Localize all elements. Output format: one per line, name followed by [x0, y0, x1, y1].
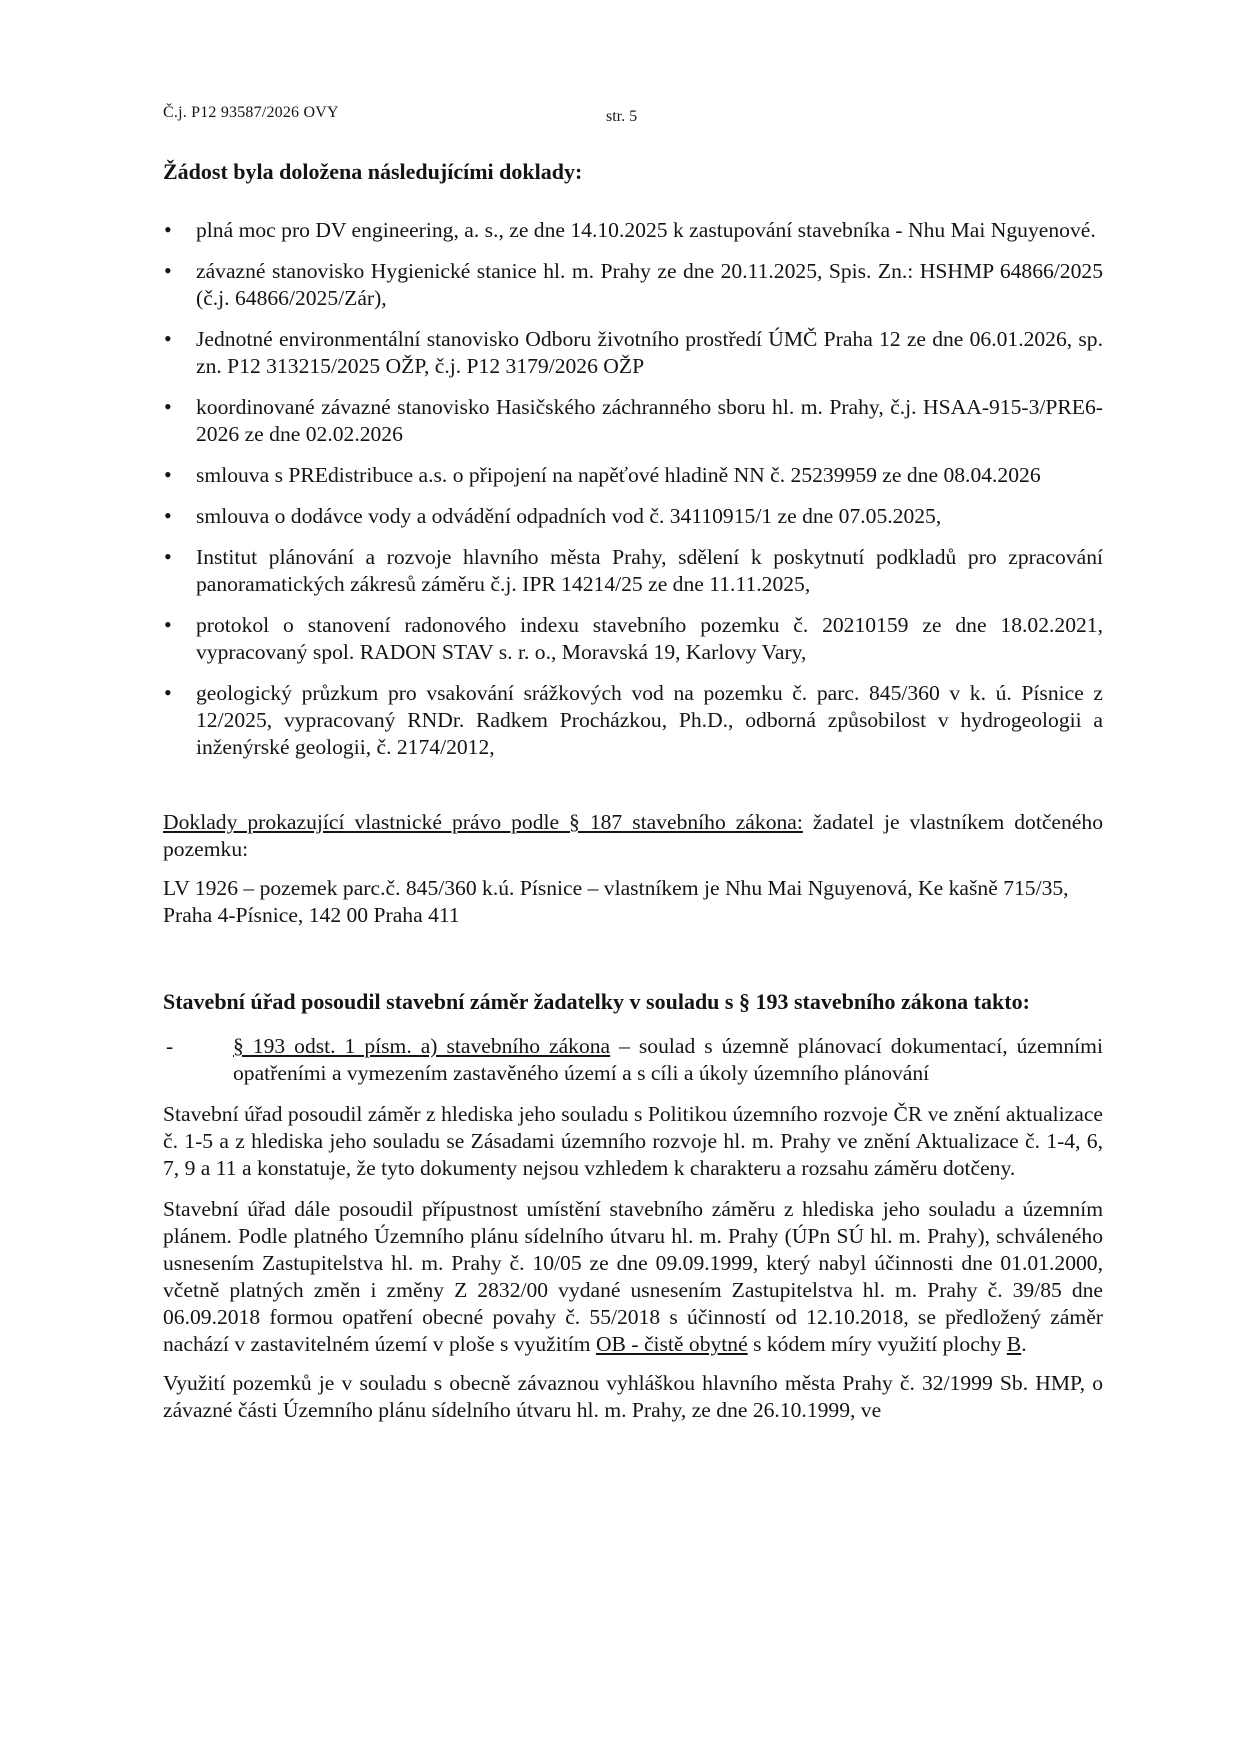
section-heading-documents: Žádost byla doložena následujícími doklady:	[163, 159, 583, 184]
list-item-text: koordinované závazné stanovisko Hasičského záchranného sboru hl. m. Prahy, č.j. HSAA-915-3/PRE6-2026 ze dne 02.02.2026	[196, 395, 1103, 446]
assessment-dash-item	[163, 1033, 1103, 1087]
paragraph-policy: Stavební úřad posoudil záměr z hlediska jeho souladu s Politikou územního rozvoje ČR ve znění aktualizace č. 1-5 a z hlediska jeho souladu se Zásadami územního rozvoje hl. m. Prahy ve znění Aktualizace č. 1-4, 6, 7, 9 a 11 a konstatuje, že tyto dokumenty nejsou vzhledem k charakteru a rozsahu záměru dotčeny.	[163, 1102, 1103, 1180]
law-reference: § 193 odst. 1 písm. a) stavebního zákona	[233, 1034, 611, 1058]
list-item	[163, 503, 1103, 530]
list-item-text: plná moc pro DV engineering, a. s., ze dne 14.10.2025 k zastupování stavebníka - Nhu Mai Nguyenové.	[196, 218, 1096, 242]
ownership-text: žadatel je vlastníkem dotčeného pozemku:	[163, 810, 1103, 861]
bullet-icon: •	[164, 680, 172, 705]
zoning-text-2: s kódem míry využití plochy	[747, 1332, 1007, 1356]
bullet-icon: •	[164, 394, 172, 419]
bullet-icon: •	[164, 217, 172, 242]
list-item	[163, 217, 1103, 244]
paragraph-land-use: Využití pozemků je v souladu s obecně závaznou vyhláškou hlavního města Prahy č. 32/1999 Sb. HMP, o závazné části Územního plánu sídelního útvaru hl. m. Prahy, ze dne 26.10.1999, ve	[163, 1371, 1103, 1422]
bullet-icon: •	[164, 612, 172, 637]
paragraph-zoning	[163, 1196, 1103, 1358]
list-item	[163, 326, 1103, 380]
list-item	[163, 612, 1103, 666]
bullet-icon: •	[164, 544, 172, 569]
bullet-icon: •	[164, 503, 172, 528]
zoning-text-end: .	[1021, 1332, 1027, 1356]
page-number: str. 5	[606, 108, 638, 125]
list-item	[163, 544, 1103, 598]
ownership-heading: Doklady prokazující vlastnické právo podle § 187 stavebního zákona:	[163, 810, 803, 834]
dash-item-text: – soulad s územně plánovací dokumentací, územními opatřeními a vymezením zastavěného území a s cíli a úkoly územního plánování	[233, 1034, 1103, 1085]
zoning-category: OB - čistě obytné	[595, 1332, 748, 1356]
zoning-code: B	[1006, 1332, 1022, 1356]
bullet-icon: •	[164, 462, 172, 487]
list-item-text: smlouva o dodávce vody a odvádění odpadních vod č. 34110915/1 ze dne 07.05.2025,	[196, 504, 942, 528]
list-item	[163, 462, 1103, 489]
list-item	[163, 258, 1103, 312]
dash-icon: -	[166, 1034, 174, 1058]
ownership-paragraph	[163, 809, 1103, 863]
zoning-text: Stavební úřad dále posoudil přípustnost umístění stavebního záměru z hlediska jeho souladu a územním plánem. Podle platného Územního plánu sídelního útvaru hl. m. Prahy (ÚPn SÚ hl. m. Prahy), schváleného usnesením Zastupitelstva hl. m. Prahy č. 10/05 ze dne 09.09.1999, který nabyl účinnosti dne 01.01.2000, včetně platných změn i změny Z 2832/00 vydané usnesením Zastupitelstva hl. m. Prahy č. 39/85 dne 06.09.2018 formou opatření obecné povahy č. 55/2018 s účinností od 12.10.2018, se předložený záměr nachází v zastavitelném území v ploše s využitím	[163, 1197, 1103, 1356]
list-item-text: Jednotné environmentální stanovisko Odboru životního prostředí ÚMČ Praha 12 ze dne 06.01.2026, sp. zn. P12 313215/2025 OŽP, č.j. P12 3179/2026 OŽP	[196, 327, 1103, 378]
documents-list	[163, 217, 1103, 761]
list-item	[163, 394, 1103, 448]
list-item-text: geologický průzkum pro vsakování srážkových vod na pozemku č. parc. 845/360 v k. ú. Písnice z 12/2025, vypracovaný RNDr. Radkem Procházkou, Ph.D., odborná způsobilost v hydrogeologii a inženýrské geologii, č. 2174/2012,	[196, 681, 1103, 759]
bullet-icon: •	[164, 258, 172, 283]
list-item-text: Institut plánování a rozvoje hlavního města Prahy, sdělení k poskytnutí podkladů pro zpracování panoramatických zákresů záměru č.j. IPR 14214/25 ze dne 11.11.2025,	[196, 545, 1103, 596]
reference-number: Č.j. P12 93587/2026 OVY	[163, 104, 339, 121]
list-item-text: protokol o stanovení radonového indexu stavebního pozemku č. 20210159 ze dne 18.02.2021, vypracovaný spol. RADON STAV s. r. o., Moravská 19, Karlovy Vary,	[196, 613, 1103, 664]
document-body	[163, 158, 1103, 1424]
land-register-entry: LV 1926 – pozemek parc.č. 845/360 k.ú. Písnice – vlastníkem je Nhu Mai Nguyenová, Ke kašně 715/35, Praha 4-Písnice, 142 00 Praha 411	[163, 876, 1069, 927]
list-item-text: smlouva s PREdistribuce a.s. o připojení na napěťové hladině NN č. 25239959 ze dne 08.04.2026	[196, 463, 1041, 487]
list-item-text: závazné stanovisko Hygienické stanice hl. m. Prahy ze dne 20.11.2025, Spis. Zn.: HSHMP 64866/2025 (č.j. 64866/2025/Zár),	[196, 259, 1103, 310]
list-item	[163, 680, 1103, 761]
section-heading-assessment: Stavební úřad posoudil stavební záměr žadatelky v souladu s § 193 stavebního zákona takto:	[163, 989, 1030, 1014]
bullet-icon: •	[164, 326, 172, 351]
